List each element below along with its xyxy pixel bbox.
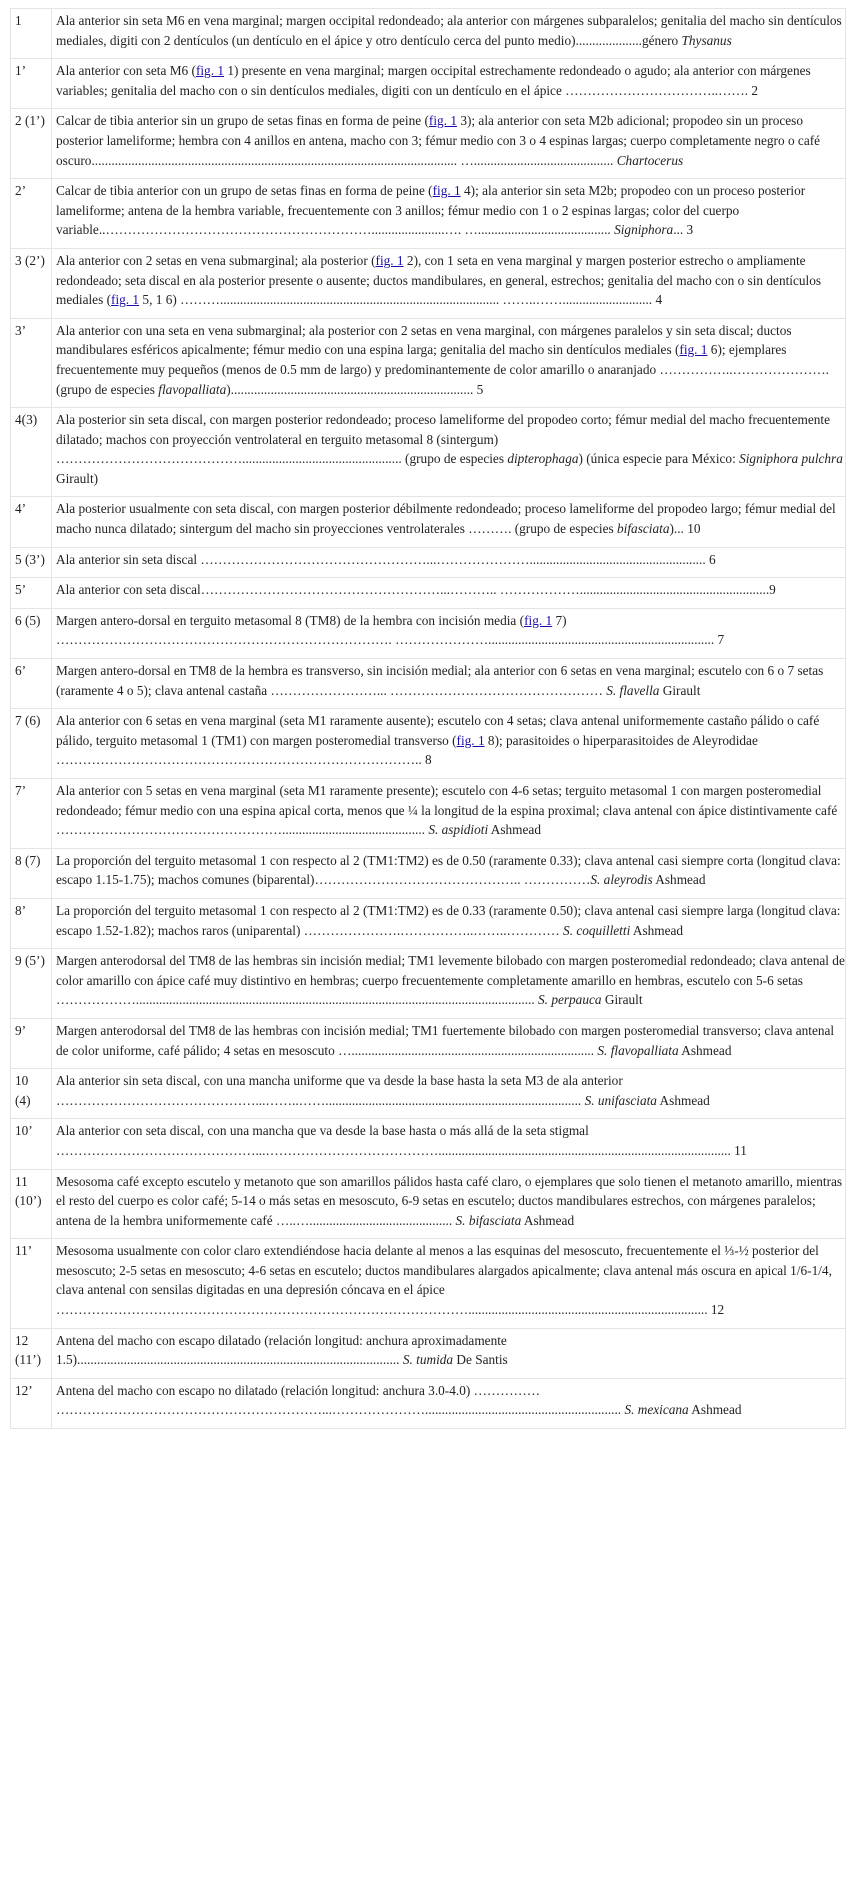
taxon-name: S. flavopalliata (597, 1042, 679, 1058)
description-text: ... 3 (673, 222, 694, 238)
key-row (11, 608, 846, 658)
description-text: Ala posterior sin seta discal, con margen posterior redondeado; proceso lameliforme del propodeo corto; fémur medial del macho frecuentemente dilatado; machos con proyección ventrolateral en terguito metasomal 8 (sintergum) ……………………………………................................................ (grupo de especies (56, 412, 831, 467)
couplet-description (52, 248, 846, 318)
key-row (11, 318, 846, 407)
couplet-number: 9’ (11, 1018, 52, 1068)
couplet-number: 3’ (11, 318, 52, 407)
description-text: De Santis (453, 1352, 508, 1368)
description-text: Ala anterior sin seta M6 en vena marginal; margen occipital redondeado; ala anterior con márgenes subparalelos; genitalia del macho sin dentículos mediales, digiti con 2 dentículos (un dentículo en el ápice y otro dentículo cerca del punto medio)....................género (56, 13, 842, 48)
couplet-description (52, 1169, 846, 1239)
couplet-description (52, 59, 846, 109)
description-text: Mesosoma usualmente con color claro extendiéndose hacia delante al menos a las esquinas del mesoscuto, frecuentemente el ⅓-½ posterior del mesoscuto; 2-5 setas en mesoscuto; 4-6 setas en escutelo; ductos mandibulares alargados apicalmente; clava antenal más oscura en apical 1/6-1/4, clava antenal con sensilas digitadas en una depresión cóncava en el ápice …………………………………………………………………………………........................................................................ 12 (56, 1243, 832, 1318)
figure-link[interactable]: fig. 1 (195, 63, 225, 79)
couplet-description (52, 109, 846, 179)
figure-link[interactable]: fig. 1 (432, 183, 461, 199)
couplet-number: 5’ (11, 578, 52, 609)
couplet-description (52, 1328, 846, 1378)
couplet-number: 1 (11, 9, 52, 59)
key-row (11, 1378, 846, 1428)
couplet-description (52, 659, 846, 709)
couplet-description (52, 779, 846, 849)
taxon-name: dipterophaga (507, 451, 579, 467)
couplet-number: 4’ (11, 497, 52, 547)
description-text: Ashmead (688, 1402, 742, 1418)
couplet-description (52, 848, 846, 898)
description-text: Antena del macho con escapo dilatado (relación longitud: anchura aproximadamente 1.5)................................................................................................. (56, 1332, 507, 1368)
key-row (11, 1069, 846, 1119)
key-row (11, 779, 846, 849)
taxon-name: S. perpauca (538, 992, 602, 1008)
taxon-name: S. unifasciata (584, 1092, 657, 1108)
couplet-number: 8 (7) (11, 848, 52, 898)
description-text: Ala anterior sin seta discal ……………………………………………...…………………..................................................... 6 (56, 551, 716, 567)
couplet-description (52, 9, 846, 59)
couplet-number: 3 (2’) (11, 248, 52, 318)
description-text: ) (única especie para México: (578, 451, 740, 467)
description-text: Ashmead (488, 822, 541, 838)
taxon-name: S. mexicana (624, 1402, 689, 1418)
couplet-description (52, 179, 846, 249)
couplet-number: 11 (10’) (11, 1169, 52, 1239)
description-text: )... 10 (669, 521, 701, 537)
couplet-number: 10 (4) (11, 1069, 52, 1119)
couplet-description (52, 608, 846, 658)
couplet-description (52, 1018, 846, 1068)
couplet-number: 7 (6) (11, 709, 52, 779)
couplet-number: 11’ (11, 1239, 52, 1328)
couplet-number: 2 (1’) (11, 109, 52, 179)
key-row (11, 1328, 846, 1378)
taxon-name: Signiphora (614, 222, 674, 238)
key-row (11, 408, 846, 497)
key-row (11, 109, 846, 179)
description-text: Calcar de tibia anterior sin un grupo de setas finas en forma de peine ( (56, 113, 429, 129)
figure-link[interactable]: fig. 1 (428, 113, 457, 129)
taxon-name: S. coquilletti (563, 922, 631, 938)
couplet-number: 8’ (11, 898, 52, 948)
key-row (11, 248, 846, 318)
key-row (11, 709, 846, 779)
taxon-name: flavopalliata (158, 381, 227, 397)
description-text: Ashmead (521, 1212, 575, 1228)
couplet-number: 12 (11’) (11, 1328, 52, 1378)
key-row (11, 179, 846, 249)
description-text: Antena del macho con escapo no dilatado (relación longitud: anchura 3.0-4.0) …………… ……………………………………………………...…………………........................................................... (56, 1382, 625, 1418)
figure-link[interactable]: fig. 1 (679, 342, 708, 358)
description-text: Calcar de tibia anterior con un grupo de setas finas en forma de peine ( (56, 183, 433, 199)
taxon-name: Chartocerus (616, 152, 684, 168)
description-text: 4); ala anterior sin seta M2b; propodeo con un proceso posterior lameliforme; antena de la hembra variable, frecuentemente con 3 anillos; fémur medio con 1 o 2 espinas largas; color del cuerpo variable..……………………………………………………......................…. …........................................ (56, 183, 806, 238)
description-text: Ala anterior con seta discal, con una mancha que va desde la base hasta o más allá de la seta stigmal ………………………………………...…………………………………........................................................................................ 11 (56, 1123, 747, 1158)
description-text: Ashmead (630, 922, 684, 938)
key-row (11, 898, 846, 948)
key-row (11, 9, 846, 59)
couplet-number: 9 (5’) (11, 949, 52, 1019)
description-text: Ala anterior con 5 setas en vena marginal (seta M1 raramente presente); escutelo con 4-6 setas; terguito metasomal 1 con margen posteromedial redondeado; fémur medio con una espina apical corta, menos que ¼ la longitud de la espina proximal; clava antenal con ápice distintivamente café ……………………………………………........................................... (56, 783, 838, 838)
description-text: Ashmead (656, 1092, 710, 1108)
couplet-description (52, 709, 846, 779)
description-text: Ala anterior sin seta discal, con una mancha uniforme que va desde la base hasta la seta M3 de ala anterior ………………………………………...……..……............................................................................. (56, 1073, 623, 1108)
couplet-number: 4(3) (11, 408, 52, 497)
description-text: Ala anterior con 6 setas en vena marginal (seta M1 raramente ausente); escutelo con 4 setas; clava antenal uniformemente castaño pálido o café pálido, terguito metasomal 1 (TM1) con margen posteromedial transverso ( (56, 713, 820, 748)
description-text: Margen anterodorsal del TM8 de las hembras con incisión medial; TM1 fuertemente bilobado con margen posteromedial transverso; clava antenal de color uniforme, café pálido; 4 setas en mesoscuto …......................................................................... (56, 1022, 835, 1058)
taxon-name: Signiphora pulchra (739, 451, 843, 467)
description-text: Ala anterior con seta M6 ( (56, 63, 196, 79)
description-text: 5, 1 6) ……….................................................................................... ……..……........................... 4 (139, 292, 663, 308)
figure-link[interactable]: fig. 1 (524, 612, 553, 628)
description-text: Ala anterior con una seta en vena submarginal; ala posterior con 2 setas en vena marginal, con márgenes paralelos y sin seta discal; ductos mandibulares esféricos apicalmente; fémur medio con una espina larga; genitalia del macho sin dentículos mediales ( (56, 322, 792, 358)
description-text: Margen antero-dorsal en TM8 de la hembra es transverso, sin incisión medial; ala anterior con 6 setas en vena marginal; escutelo con 6 o 7 setas (raramente 4 o 5); clava antenal castaña ……………………... ………………………………………… (56, 663, 824, 698)
taxon-name: S. aspidioti (428, 822, 489, 838)
key-row (11, 578, 846, 609)
description-text: Ashmead (678, 1042, 732, 1058)
description-text: 7) …………………………………………………………………. ………………….................................................................... 7 (56, 612, 725, 648)
description-text: 6); ejemplares frecuentemente muy pequeños (menos de 0.5 mm de largo) y predominantemente de color amarillo o anaranjado ……………..…………………. (grupo de especies (56, 342, 829, 397)
description-text: 3); ala anterior con seta M2b adicional; propodeo sin un proceso posterior lameliforme; hembra con 4 anillos en antena, macho con 3; fémur medio con 3 o 4 espinas largas; cuerpo completamente negro o café oscuro.............................................................................................................. ….......................................... (56, 113, 821, 168)
description-text: Mesosoma café excepto escutelo y metanoto que son amarillos pálidos hasta café claro, o ejemplares que solo tienen el metanoto amarillo, mientras el resto del cuerpo es color café; 5-14 o más setas en mesoscuto, 6-9 setas en escutelo; ductos mandibulares estrechos, con márgenes paralelos; antena de la hembra uniformemente café …..…........................................... (56, 1173, 843, 1228)
couplet-description (52, 1069, 846, 1119)
description-text: 1) presente en vena marginal; margen occipital estrechamente redondeado o agudo; ala anterior con márgenes variables; genitalia del macho con o sin dentículos mediales, digiti con un dentículo en el ápice ……………………………..……. 2 (56, 63, 811, 98)
description-text: Ala anterior con seta discal………………………………………………...……….. ……………….........................................................9 (56, 582, 776, 598)
figure-link[interactable]: fig. 1 (456, 732, 485, 748)
identification-key-table (10, 8, 846, 1429)
key-row (11, 1169, 846, 1239)
taxon-name: Thysanus (681, 32, 732, 48)
couplet-number: 10’ (11, 1119, 52, 1169)
taxon-name: S. flavella (606, 682, 660, 698)
couplet-number: 2’ (11, 179, 52, 249)
couplet-description (52, 408, 846, 497)
key-row (11, 59, 846, 109)
taxon-name: bifasciata (617, 521, 670, 537)
key-row (11, 659, 846, 709)
description-text: Ala posterior usualmente con seta discal, con margen posterior débilmente redondeado; proceso lameliforme del propodeo largo; fémur medial del macho nunca dilatado; sintergum del macho sin proyecciones ventrolaterales ………. (grupo de especies (56, 501, 836, 537)
description-text: Ashmead (652, 872, 706, 888)
description-text: Margen antero-dorsal en terguito metasomal 8 (TM8) de la hembra con incisión media ( (56, 612, 525, 628)
description-text: La proporción del terguito metasomal 1 con respecto al 2 (TM1:TM2) es de 0.50 (raramente 0.33); clava antenal casi siempre corta (longitud clava: escapo 1.15-1.75); machos comunes (biparental)……………………………………….. …………… (56, 852, 841, 888)
couplet-description (52, 318, 846, 407)
couplet-description (52, 1119, 846, 1169)
key-body (11, 9, 846, 1429)
couplet-description (52, 578, 846, 609)
couplet-description (52, 1239, 846, 1328)
key-row (11, 1018, 846, 1068)
taxon-name: S. bifasciata (455, 1212, 522, 1228)
taxon-name: S. aleyrodis (590, 872, 653, 888)
taxon-name: S. tumida (402, 1352, 454, 1368)
couplet-number: 7’ (11, 779, 52, 849)
key-row (11, 1239, 846, 1328)
couplet-description (52, 1378, 846, 1428)
key-row (11, 848, 846, 898)
description-text: Ala anterior con 2 setas en vena submarginal; ala posterior ( (56, 252, 376, 268)
key-row (11, 949, 846, 1019)
key-row (11, 547, 846, 578)
couplet-number: 5 (3’) (11, 547, 52, 578)
couplet-description (52, 949, 846, 1019)
couplet-description (52, 898, 846, 948)
key-row (11, 497, 846, 547)
description-text: Girault (659, 682, 701, 698)
key-row (11, 1119, 846, 1169)
description-text: La proporción del terguito metasomal 1 con respecto al 2 (TM1:TM2) es de 0.33 (raramente 0.50); clava antenal casi siempre larga (longitud clava: escapo 1.52-1.82); machos raros (uniparental) ………………….……………..……..………… (56, 902, 841, 938)
description-text: Margen anterodorsal del TM8 de las hembras sin incisión medial; TM1 levemente bilobado con margen posteromedial redondeado; clava antenal de color amarillo con ápice café muy distintivo en hembras; cuerpo frecuentemente completamente amarillo en hembras, escutelo con 5-6 setas ………………........................................................................................................................ (56, 953, 845, 1008)
couplet-number: 6 (5) (11, 608, 52, 658)
couplet-number: 1’ (11, 59, 52, 109)
description-text: 8); parasitoides o hiperparasitoides de Aleyrodidae ……………………………………………………………………….. 8 (56, 732, 758, 768)
description-text: 2), con 1 seta en vena marginal y margen posterior estrecho o ampliamente redondeado; seta discal en ala posterior presente o ausente; ductos mandibulares, en general, estrechos; genitalia del macho con o sin dentículos mediales ( (56, 252, 822, 308)
couplet-description (52, 547, 846, 578)
description-text: Girault (601, 992, 643, 1008)
description-text: Girault) (56, 470, 99, 486)
description-text: )......................................................................... 5 (226, 381, 484, 397)
couplet-number: 12’ (11, 1378, 52, 1428)
couplet-description (52, 497, 846, 547)
figure-link[interactable]: fig. 1 (111, 292, 140, 308)
couplet-number: 6’ (11, 659, 52, 709)
figure-link[interactable]: fig. 1 (375, 252, 404, 268)
